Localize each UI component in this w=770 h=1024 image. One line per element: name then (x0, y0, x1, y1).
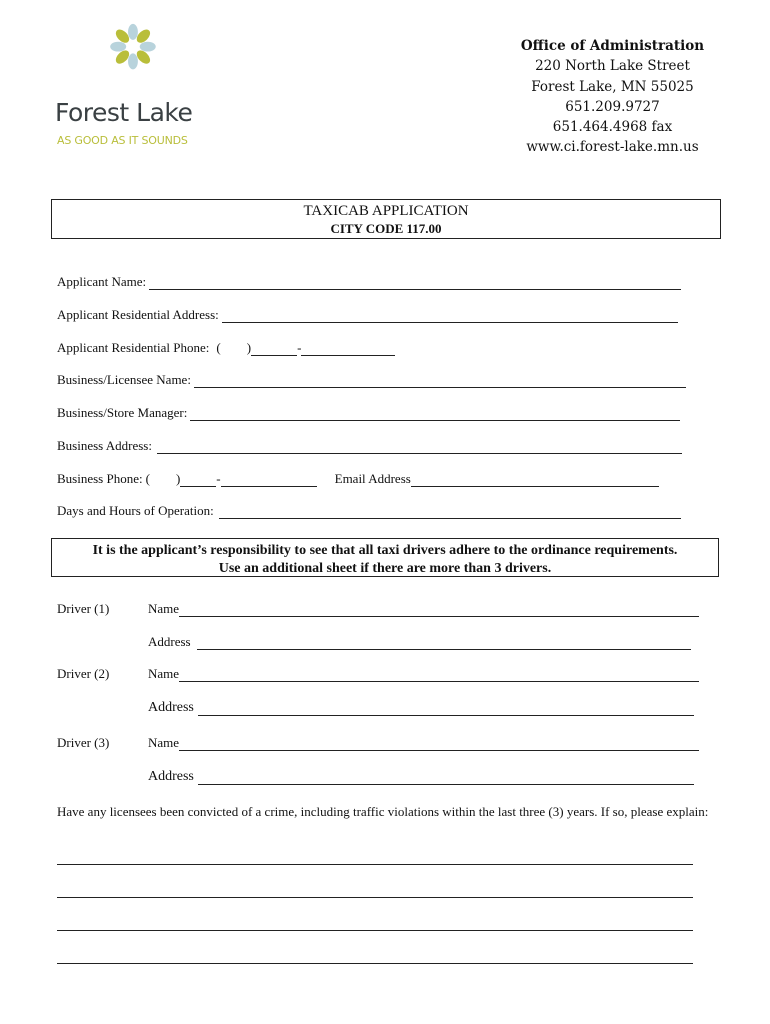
driver-1-address-row (148, 634, 691, 650)
driver-2-address-row (148, 700, 694, 716)
driver-2-label: Driver (2) (57, 666, 110, 681)
logo-title: Forest Lake (55, 98, 193, 127)
business-name-field[interactable] (194, 375, 686, 388)
driver-2-name-field[interactable] (179, 669, 699, 682)
driver-3-address-label: Address (148, 769, 194, 784)
applicant-address-field[interactable] (222, 310, 678, 323)
store-manager-field[interactable] (190, 408, 680, 421)
applicant-name-label: Applicant Name: (57, 274, 147, 289)
driver-1-name-label: Name (148, 601, 180, 616)
driver-2-name-row (148, 666, 699, 682)
business-address-row (57, 438, 682, 454)
office-street: 220 North Lake Street (535, 58, 690, 75)
applicant-address-label: Applicant Residential Address: (57, 307, 219, 322)
applicant-name-row (57, 274, 681, 290)
conviction-question: Have any licensees been convicted of a crime, including traffic violations within the last three (3) years. If so, please explain: (57, 804, 709, 819)
phone-dash: - (297, 340, 302, 355)
office-title: Office of Administration (520, 38, 705, 54)
office-fax: 651.464.4968 fax (552, 119, 673, 136)
driver-1-address-label: Address (148, 634, 191, 649)
store-manager-row (57, 405, 680, 421)
form-title-box (51, 199, 721, 239)
driver-3-label: Driver (3) (57, 735, 110, 750)
business-phone-prefix-field[interactable] (180, 474, 216, 487)
driver-3-address-field[interactable] (198, 772, 694, 785)
business-phone-dash: - (216, 471, 221, 486)
hours-row (57, 503, 681, 519)
driver-1-name-row (148, 601, 699, 617)
form-title: TAXICAB APPLICATION (303, 203, 469, 219)
driver-2-name-label: Name (148, 666, 180, 681)
explanation-line-1[interactable] (57, 864, 693, 865)
driver-1-label: Driver (1) (57, 601, 110, 616)
applicant-address-row (57, 307, 678, 323)
business-phone-label: Business Phone: (57, 471, 143, 486)
office-city: Forest Lake, MN 55025 (531, 78, 694, 95)
notice-line-1: It is the applicant’s responsibility to see that all taxi drivers adhere to the ordinance requirements. (92, 543, 678, 558)
applicant-phone-row (57, 340, 395, 356)
explanation-line-4[interactable] (57, 963, 693, 964)
email-field[interactable] (411, 474, 659, 487)
hours-field[interactable] (219, 506, 681, 519)
business-name-row (57, 372, 686, 388)
phone-number-field[interactable] (301, 343, 395, 356)
email-label: Email Address (334, 471, 411, 486)
driver-notice-box (51, 538, 719, 577)
logo-tagline: AS GOOD AS IT SOUNDS (57, 134, 188, 147)
driver-3-address-row (148, 769, 694, 785)
forest-lake-logo-flower-icon (55, 22, 230, 102)
phone-open-paren: ( (216, 340, 221, 355)
applicant-name-field[interactable] (149, 277, 681, 290)
phone-close-paren: ) (246, 340, 252, 355)
driver-2-address-label: Address (148, 700, 194, 715)
driver-3-name-row (148, 735, 699, 751)
city-code: CITY CODE 117.00 (330, 221, 442, 236)
phone-prefix-field[interactable] (251, 343, 297, 356)
driver-1-name-field[interactable] (179, 604, 699, 617)
office-website[interactable]: www.ci.forest-lake.mn.us (526, 139, 699, 156)
applicant-phone-label: Applicant Residential Phone: (57, 340, 210, 355)
business-phone-open-paren: ( (145, 471, 150, 486)
office-address-block (455, 36, 770, 158)
driver-2-address-field[interactable] (198, 703, 694, 716)
business-phone-number-field[interactable] (221, 474, 317, 487)
store-manager-label: Business/Store Manager: (57, 405, 188, 420)
business-address-label: Business Address: (57, 438, 152, 453)
business-phone-close-paren: ) (175, 471, 181, 486)
business-address-field[interactable] (157, 441, 682, 454)
hours-label: Days and Hours of Operation: (57, 503, 214, 518)
office-phone: 651.209.9727 (565, 98, 660, 115)
notice-line-2: Use an additional sheet if there are more than 3 drivers. (218, 561, 552, 576)
explanation-line-3[interactable] (57, 930, 693, 931)
driver-1-address-field[interactable] (197, 637, 691, 650)
business-name-label: Business/Licensee Name: (57, 372, 191, 387)
explanation-line-2[interactable] (57, 897, 693, 898)
business-phone-row (57, 471, 659, 487)
driver-3-name-field[interactable] (179, 738, 699, 751)
driver-3-name-label: Name (148, 735, 180, 750)
